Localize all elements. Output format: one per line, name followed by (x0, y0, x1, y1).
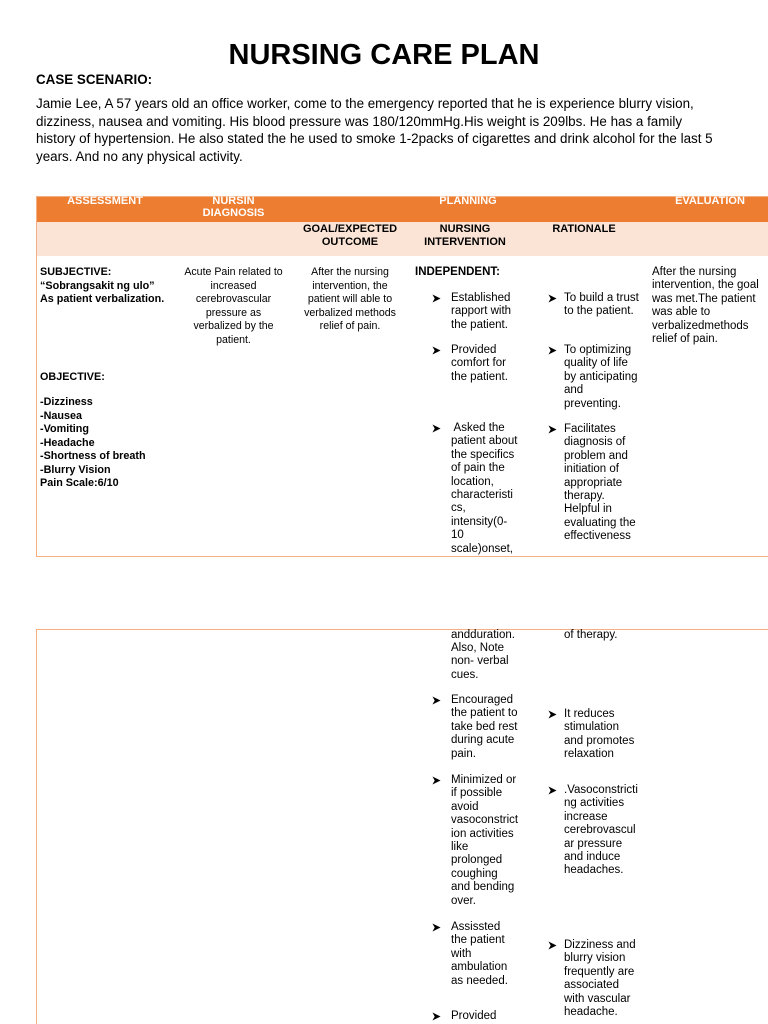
objective-list (40, 396, 146, 491)
intervention-text: Provided (451, 1010, 497, 1022)
intervention-item (432, 694, 518, 761)
arrow-bullet-icon (432, 776, 441, 785)
objective-label: OBJECTIVE: (40, 371, 105, 383)
care-plan-table (36, 196, 768, 557)
objective-item: -Vomiting (40, 423, 89, 435)
arrow-bullet-icon (548, 425, 557, 434)
nursing-diagnosis-text: Acute Pain related to increased cerebrovascular pressure as verbalized by the patient. (184, 266, 283, 346)
intervention-text: Assissted the patient with ambulation as needed. (451, 921, 508, 987)
header-planning: PLANNING (439, 195, 497, 207)
arrow-bullet-icon (548, 710, 557, 719)
rationale-continued-text: of therapy. (564, 628, 618, 641)
case-scenario-text: Jamie Lee, A 57 years old an office worker, come to the emergency reported that he is experience blurry vision, dizziness, nausea and vomiting. His blood pressure was 180/120mmHg.His weight is 209lbs. He has a family history of hypertension. He also stated the he used to smoke 1-2packs of cigarettes and drink alcohol for the last 5 years. And no any physical activity. (36, 96, 713, 165)
subheader-nursing-intervention: NURSING INTERVENTION (424, 222, 506, 248)
intervention-text: Asked the patient about the specifics of pain the location, characteristi cs, intensity(0- 10 scale)onset, (451, 422, 518, 555)
intervention-text: Encouraged the patient to take bed rest during acute pain. (451, 694, 518, 760)
intervention-text: Minimized or if possible avoid vasoconstrict ion activities like prolonged coughing and bending over. (451, 774, 519, 907)
header-nursing-diagnosis: NURSIN DIAGNOSIS (202, 195, 265, 219)
subjective-statement: “Sobrangsakit ng ulo” As patient verbalization. (40, 279, 165, 305)
goal-outcome-text: After the nursing intervention, the patient will able to verbalized methods relief of pain. (304, 266, 396, 332)
intervention-continued-text: andduration. Also, Note non- verbal cues. (451, 628, 515, 681)
intervention-item (432, 921, 508, 988)
objective-item: -Headache (40, 436, 95, 449)
intervention-item (432, 422, 518, 556)
rationale-text: .Vasoconstricti ng activities increase cerebrovascul ar pressure and induce headaches. (564, 784, 638, 877)
subheader-rationale: RATIONALE (552, 222, 616, 235)
intervention-text: Established rapport with the patient. (451, 292, 512, 331)
rationale-item (548, 784, 638, 878)
objective-item: -Dizziness (40, 396, 93, 408)
arrow-bullet-icon (548, 941, 557, 950)
arrow-bullet-icon (432, 1012, 441, 1021)
pain-scale: Pain Scale:6/10 (40, 477, 119, 489)
header-evaluation: EVALUATION (675, 195, 745, 207)
subjective-label: SUBJECTIVE: (40, 266, 112, 278)
rationale-item (548, 292, 639, 319)
intervention-item (432, 292, 511, 332)
subheader-goal-outcome: GOAL/EXPECTED OUTCOME (302, 222, 398, 248)
case-scenario-heading: CASE SCENARIO: (36, 72, 153, 87)
arrow-bullet-icon (548, 786, 557, 795)
arrow-bullet-icon (432, 346, 441, 355)
rationale-text: Facilitates diagnosis of problem and initiation of appropriate therapy. Helpful in evaluating the effectiveness (564, 423, 636, 543)
arrow-bullet-icon (432, 424, 441, 433)
evaluation-text: After the nursing intervention, the goal was met.The patient was able to verbalizedmethods relief of pain. (652, 266, 759, 346)
intervention-item (432, 774, 518, 908)
arrow-bullet-icon (432, 294, 441, 303)
arrow-bullet-icon (548, 294, 557, 303)
care-plan-table-continued (36, 629, 768, 1024)
arrow-bullet-icon (548, 346, 557, 355)
objective-item: -Nausea (40, 409, 83, 422)
intervention-item (432, 344, 508, 384)
arrow-bullet-icon (432, 696, 441, 705)
rationale-item (548, 344, 638, 411)
objective-item: -Blurry Vision (40, 463, 111, 476)
intervention-item (432, 1010, 496, 1023)
rationale-text: It reduces stimulation and promotes relaxation (564, 708, 635, 761)
rationale-text: Dizziness and blurry vision frequently are associated with vascular headache. (564, 939, 636, 1019)
intervention-text: Provided comfort for the patient. (451, 344, 508, 383)
objective-item: -Shortness of breath (40, 450, 146, 462)
rationale-item (548, 708, 634, 762)
page-title: NURSING CARE PLAN (228, 39, 540, 71)
rationale-item (548, 939, 636, 1019)
rationale-text: To build a trust to the patient. (564, 292, 639, 318)
arrow-bullet-icon (432, 923, 441, 932)
rationale-item (548, 423, 636, 544)
independent-label: INDEPENDENT: (415, 266, 500, 278)
header-assessment: ASSESSMENT (67, 195, 143, 207)
rationale-text: To optimizing quality of life by anticipating and preventing. (564, 344, 638, 410)
